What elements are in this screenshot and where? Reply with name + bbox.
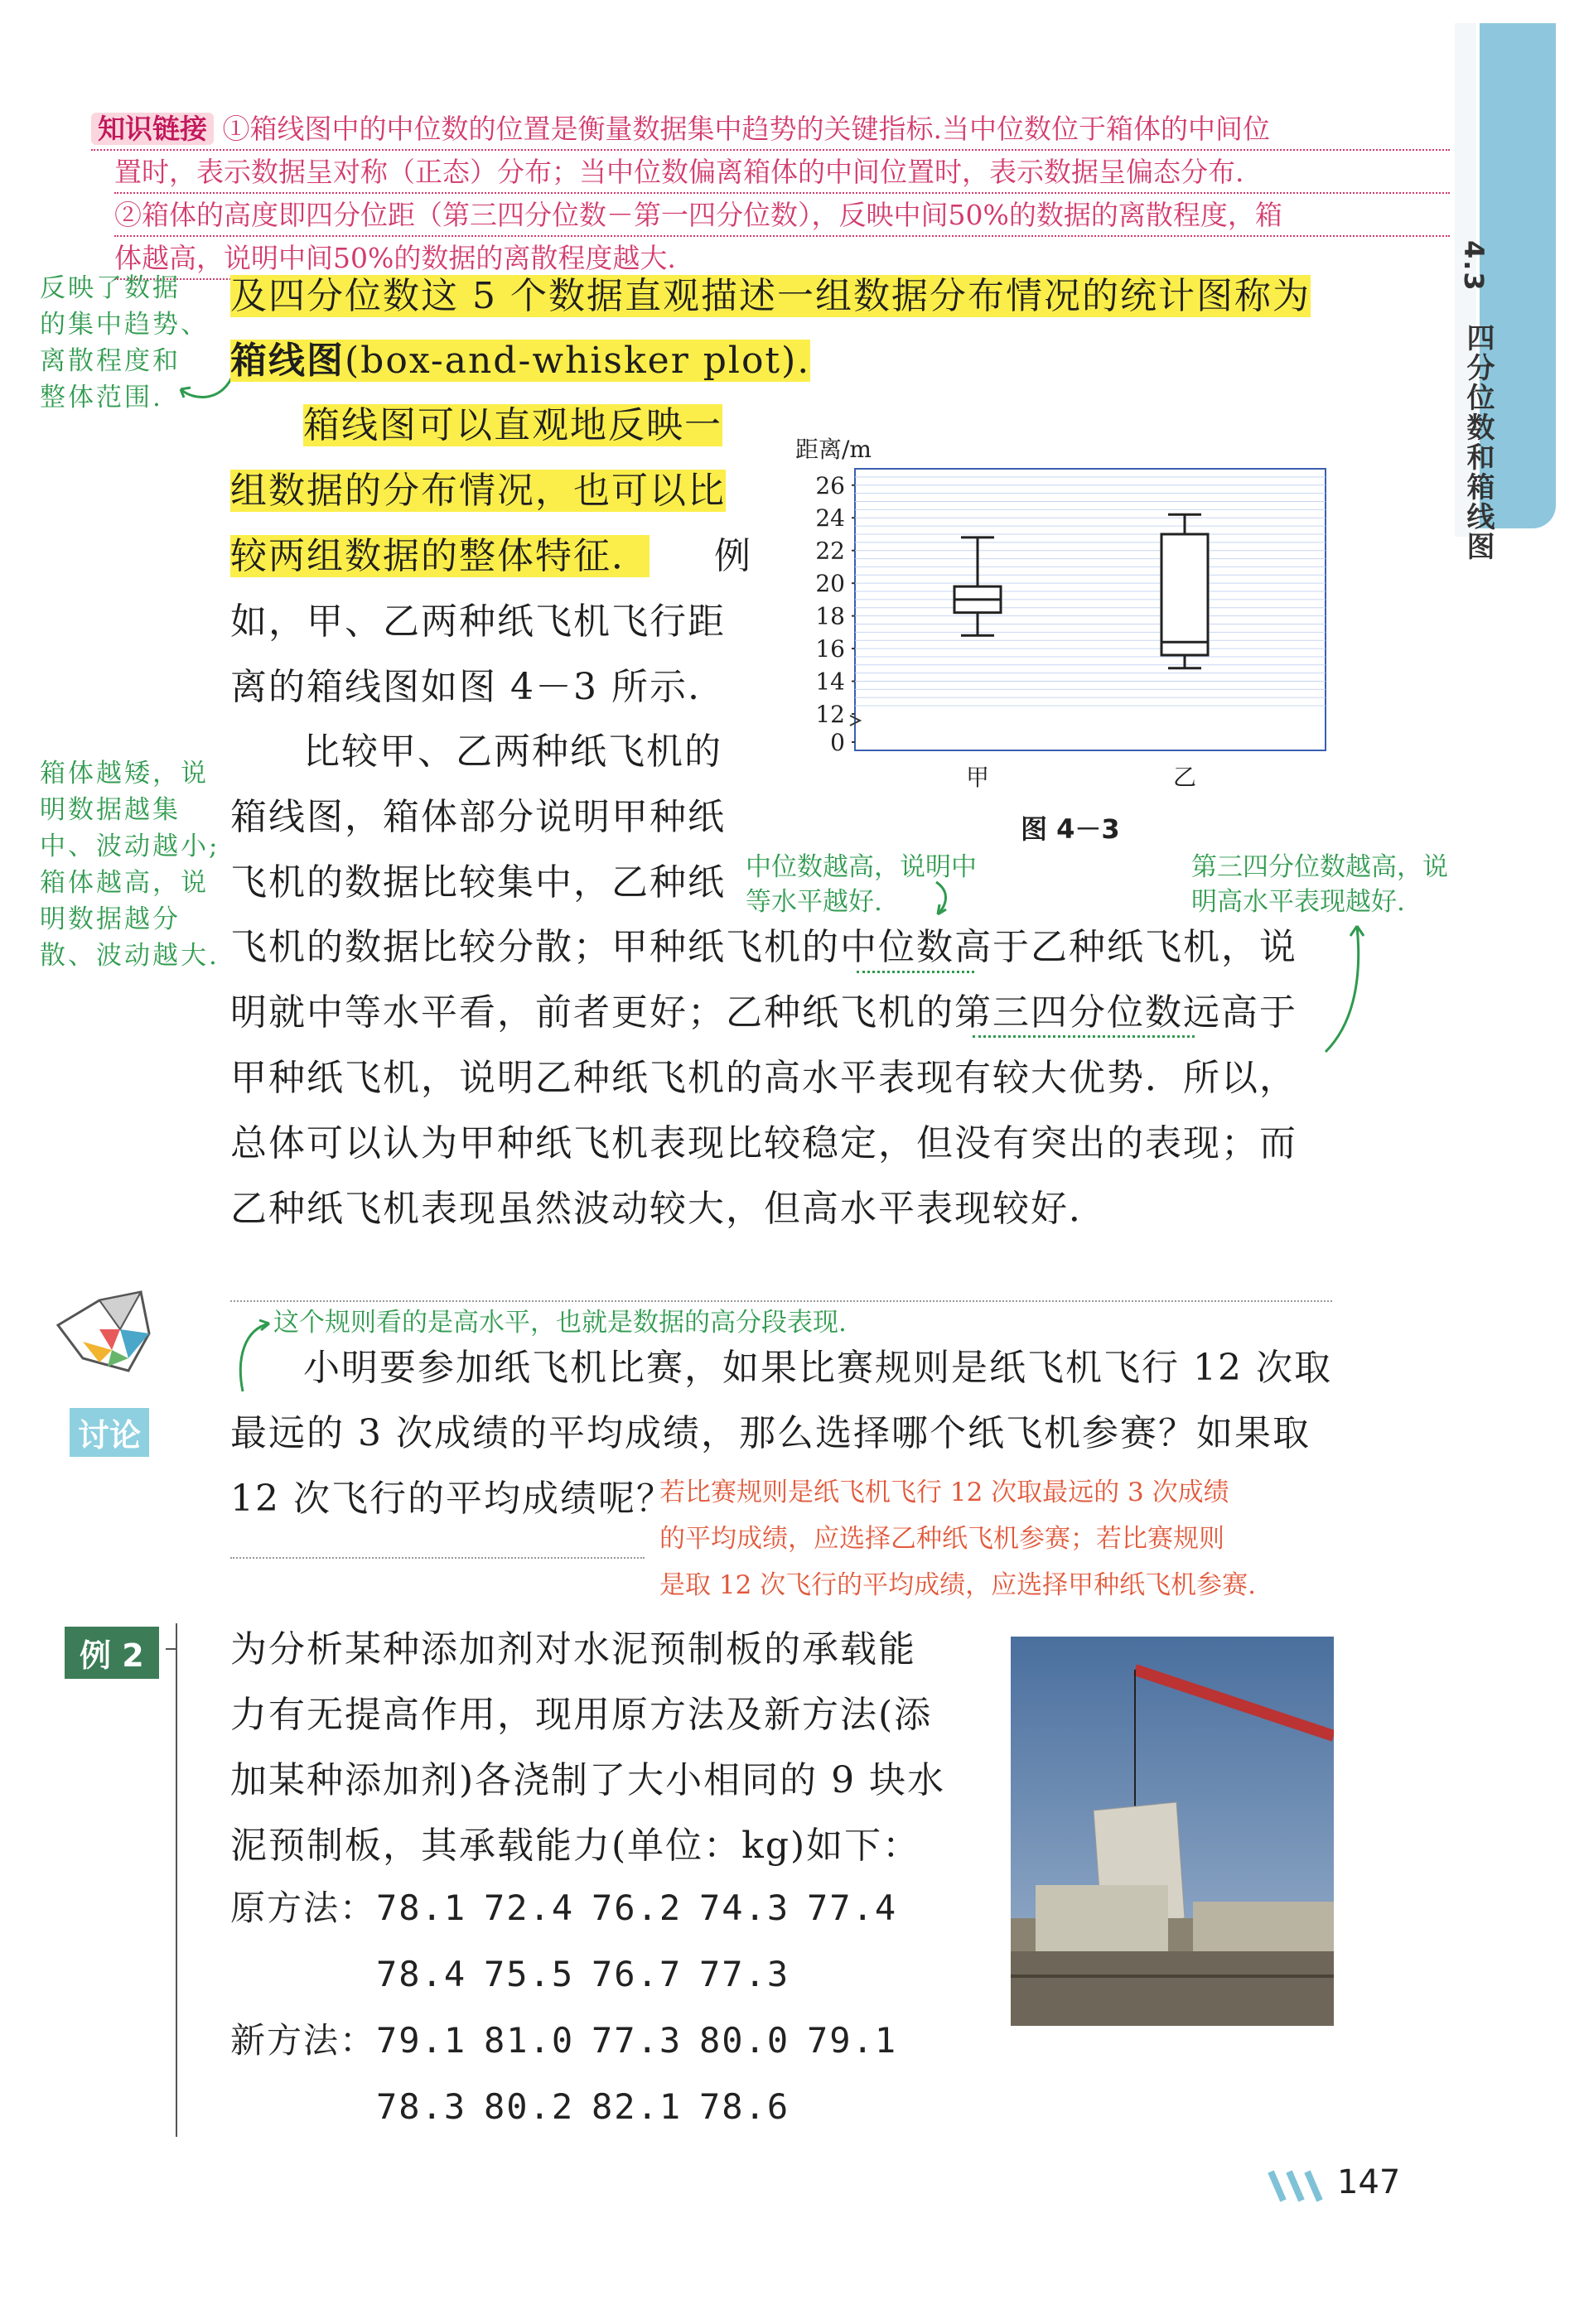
data-value: 77.4 bbox=[807, 1888, 898, 1928]
margin-note-line: 箱体越矮，说 bbox=[40, 759, 209, 788]
example-problem bbox=[230, 1617, 976, 1878]
data-value: 79.1 bbox=[807, 2020, 898, 2061]
old-method-label: 原方法： bbox=[230, 1888, 377, 1928]
discussion-answer bbox=[659, 1469, 1355, 1608]
text-line: 最远的 3 次成绩的平均成绩，那么选择哪个纸飞机参赛？如果取 bbox=[230, 1412, 1311, 1454]
box-乙 bbox=[1161, 534, 1208, 655]
figure-caption: 图 4－3 bbox=[1021, 813, 1120, 845]
section-number: 4.3 bbox=[1458, 240, 1490, 292]
knowledge-link-note bbox=[91, 109, 1450, 282]
discussion-bottom-divider bbox=[230, 1557, 645, 1559]
new-method-data bbox=[230, 2008, 976, 2140]
margin-note-line: 明数据越集 bbox=[40, 795, 181, 825]
answer-line: 是取 12 次飞行的平均成绩，应选择甲种纸飞机参赛. bbox=[659, 1570, 1257, 1600]
margin-note-line: 反映了数据 bbox=[40, 273, 181, 303]
margin-note-line: 中、波动越小; bbox=[40, 832, 220, 861]
definition-text: 及四分位数这 5 个数据直观描述一组数据分布情况的统计图称为 bbox=[230, 275, 1311, 317]
tangram-icon bbox=[50, 1284, 174, 1375]
margin-note-line: 离散程度和 bbox=[40, 346, 181, 376]
text-line: 组数据的分布情况，也可以比 bbox=[230, 470, 726, 512]
text-line: 力有无提高作用，现用原方法及新方法(添 bbox=[230, 1694, 933, 1736]
example-rule-tick bbox=[166, 1648, 177, 1650]
text-line: 例 bbox=[714, 535, 752, 577]
page-marker-icon bbox=[1263, 2163, 1337, 2205]
text-line: 小明要参加纸飞机比赛，如果比赛规则是纸飞机飞行 12 次取 bbox=[303, 1347, 1332, 1389]
data-value: 72.4 bbox=[484, 1888, 575, 1928]
data-value: 77.3 bbox=[699, 1954, 790, 1994]
y-tick-label: 16 bbox=[815, 635, 845, 663]
text-line: 泥预制板，其承载能力(单位：kg)如下： bbox=[230, 1825, 921, 1867]
data-value: 78.4 bbox=[376, 1954, 467, 1994]
y-axis-label: 距离/m bbox=[795, 436, 872, 463]
answer-line: 若比赛规则是纸飞机飞行 12 次取最远的 3 次成绩 bbox=[659, 1478, 1229, 1507]
data-value: 76.7 bbox=[592, 1954, 683, 1994]
data-value: 80.0 bbox=[699, 2020, 790, 2061]
margin-note-q3 bbox=[1191, 850, 1506, 919]
text-line: 如，甲、乙两种纸飞机飞行距 bbox=[230, 600, 726, 643]
knowledge-line: ①箱线图中的中位数的位置是衡量数据集中趋势的关键指标.当中位数位于箱体的中间位 bbox=[222, 113, 1270, 145]
data-value: 76.2 bbox=[592, 1888, 683, 1928]
term-english: (box-and-whisker plot). bbox=[345, 340, 811, 382]
paragraph-intro bbox=[230, 393, 752, 720]
crane-photo bbox=[1011, 1637, 1334, 2026]
knowledge-link-tag: 知识链接 bbox=[91, 113, 214, 145]
margin-note-line: 第三四分位数越高，说 bbox=[1191, 852, 1448, 882]
plot-frame bbox=[855, 469, 1326, 750]
margin-note-line: 中位数越高，说明中 bbox=[746, 852, 977, 882]
data-value: 82.1 bbox=[592, 2086, 683, 2127]
y-tick-label: 20 bbox=[815, 570, 845, 598]
knowledge-line: 体越高，说明中间50%的数据的离散程度越大. bbox=[114, 239, 827, 280]
knowledge-line: ②箱体的高度即四分位距（第三四分位数－第一四分位数），反映中间50%的数据的离散程度，箱 bbox=[114, 195, 1450, 237]
text-line: 离的箱线图如图 4－3 所示. bbox=[230, 666, 701, 708]
x-category-label: 乙 bbox=[1172, 764, 1197, 791]
margin-note-line: 明高水平表现越好. bbox=[1191, 887, 1405, 917]
data-value: 80.2 bbox=[484, 2086, 575, 2127]
margin-note-line: 整体范围. bbox=[40, 383, 163, 412]
y-tick-label: 12 bbox=[815, 701, 845, 728]
y-tick-label: 14 bbox=[815, 668, 845, 696]
y-tick-label: 22 bbox=[815, 537, 845, 565]
text-line: 加某种添加剂)各浇制了大小相同的 9 块水 bbox=[230, 1759, 946, 1801]
margin-note-line: 散、波动越大. bbox=[40, 941, 220, 971]
margin-note-median bbox=[746, 850, 1077, 919]
margin-note-line: 等水平越好. bbox=[746, 887, 882, 917]
paragraph-conclusion bbox=[230, 914, 1357, 1242]
term-boxplot: 箱线图 bbox=[230, 340, 345, 382]
y-tick-label: 0 bbox=[830, 729, 845, 756]
text-line: 比较甲、乙两种纸飞机的 bbox=[303, 730, 722, 773]
median-underline bbox=[857, 971, 974, 973]
new-method-label: 新方法： bbox=[230, 2020, 377, 2061]
margin-note-line: 的集中趋势、 bbox=[40, 310, 209, 340]
data-value: 81.0 bbox=[484, 2020, 575, 2061]
data-value: 75.5 bbox=[484, 1954, 575, 1994]
knowledge-line: 置时，表示数据呈对称（正态）分布；当中位数偏离箱体的中间位置时，表示数据呈偏态分布. bbox=[114, 152, 1450, 194]
data-value: 78.3 bbox=[376, 2086, 467, 2127]
data-value: 79.1 bbox=[376, 2020, 467, 2061]
text-line: 箱线图，箱体部分说明甲种纸 bbox=[230, 796, 726, 838]
y-tick-label: 26 bbox=[815, 471, 845, 499]
margin-note-line: 箱体越高，说 bbox=[40, 868, 209, 898]
boxplot-chart bbox=[787, 436, 1334, 850]
q3-underline bbox=[973, 1035, 1195, 1038]
text-line: 明就中等水平看，前者更好；乙种纸飞机的第三四分位数远高于 bbox=[230, 991, 1297, 1034]
data-value: 74.3 bbox=[699, 1888, 790, 1928]
page-number: 147 bbox=[1337, 2163, 1401, 2201]
margin-note-box-height bbox=[40, 755, 230, 974]
data-value: 78.6 bbox=[699, 2086, 790, 2127]
y-tick-label: 24 bbox=[815, 504, 845, 533]
definition-line bbox=[230, 263, 1432, 329]
boxplot-figure bbox=[787, 436, 1334, 850]
text-line: 12 次飞行的平均成绩呢？ bbox=[230, 1478, 674, 1520]
arrow-icon bbox=[928, 878, 961, 919]
margin-note-line: 明数据越分 bbox=[40, 904, 181, 934]
text-line: 较两组数据的整体特征． bbox=[230, 535, 650, 577]
answer-line: 的平均成绩，应选择乙种纸飞机参赛；若比赛规则 bbox=[659, 1524, 1224, 1554]
text-line: 总体可以认为甲种纸飞机表现比较稳定，但没有突出的表现；而 bbox=[230, 1122, 1297, 1164]
section-title: 四分位数和箱线图 bbox=[1461, 323, 1495, 562]
definition-term-line bbox=[230, 328, 1059, 393]
text-line: 箱线图可以直观地反映一 bbox=[303, 404, 722, 446]
arrow-icon bbox=[166, 364, 240, 406]
paragraph-compare bbox=[230, 719, 752, 915]
text-line: 飞机的数据比较集中，乙种纸 bbox=[230, 861, 726, 904]
example-rule bbox=[176, 1623, 177, 2137]
text-line: 为分析某种添加剂对水泥预制板的承载能 bbox=[230, 1628, 916, 1671]
text-line: 甲种纸飞机，说明乙种纸飞机的高水平表现有较大优势．所以， bbox=[230, 1057, 1297, 1099]
text-line: 飞机的数据比较分散；甲种纸飞机的中位数高于乙种纸飞机，说 bbox=[230, 926, 1297, 968]
data-value: 78.1 bbox=[376, 1888, 467, 1928]
y-tick-label: 18 bbox=[815, 602, 845, 630]
text-line: 乙种纸飞机表现虽然波动较大，但高水平表现较好． bbox=[230, 1188, 1107, 1230]
discussion-top-divider bbox=[230, 1300, 1332, 1302]
data-value: 77.3 bbox=[592, 2020, 683, 2061]
discussion-note: 这个规则看的是高水平，也就是数据的高分段表现. bbox=[273, 1308, 847, 1338]
old-method-data bbox=[230, 1875, 976, 2008]
example-badge: 例 2 bbox=[65, 1627, 159, 1679]
x-category-label: 甲 bbox=[965, 764, 990, 791]
discussion-badge: 讨论 bbox=[70, 1408, 149, 1457]
